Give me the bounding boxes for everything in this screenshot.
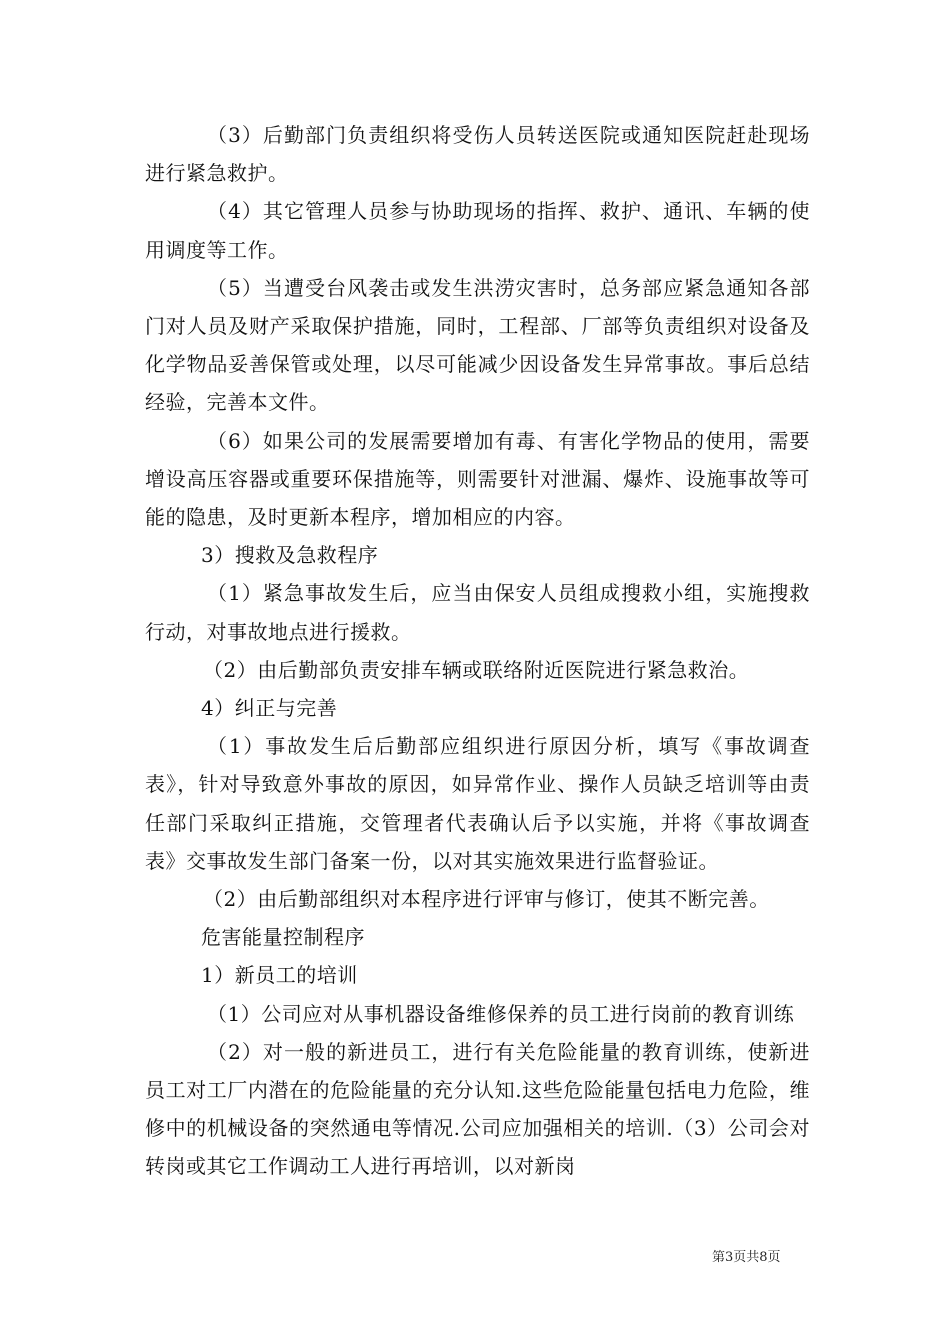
paragraph-4-other-managers: （4）其它管理人员参与协助现场的指挥、救护、通讯、车辆的使用调度等工作。	[145, 199, 810, 262]
paragraph-cause-analysis: （1）事故发生后后勤部应组织进行原因分析，填写《事故调查表》，针对导致意外事故的原因，如异常作业、操作人员缺乏培训等由责任部门采取纠正措施，交管理者代表确认后予以实施，并将《事故调查表》交事故发生部门备案一份，以对其实施效果进行监督验证。	[145, 734, 810, 873]
paragraph-6-program-update: （6）如果公司的发展需要增加有毒、有害化学物品的使用，需要增设高压容器或重要环保措施等，则需要针对泄漏、爆炸、设施事故等可能的隐患，及时更新本程序，增加相应的内容。	[145, 428, 810, 530]
paragraph-review-revision: （2）由后勤部组织对本程序进行评审与修订，使其不断完善。	[203, 887, 770, 912]
section-heading-new-staff-training: 1）新员工的培训	[201, 963, 358, 988]
section-heading-hazard-energy: 危害能量控制程序	[201, 925, 365, 950]
section-heading-correction: 4）纠正与完善	[201, 696, 338, 721]
paragraph-3-hospital-transfer: （3）后勤部门负责组织将受伤人员转送医院或通知医院赶赴现场进行紧急救护。	[145, 123, 810, 186]
paragraph-5-typhoon-flood: （5）当遭受台风袭击或发生洪涝灾害时，总务部应紧急通知各部门对人员及财产采取保护措施，同时，工程部、厂部等负责组织对设备及化学物品妥善保管或处理，以尽可能减少因设备发生异常事故。事后总结经验，完善本文件。	[145, 275, 810, 415]
paragraph-vehicle-arrangement: （2）由后勤部负责安排车辆或联络附近医院进行紧急救治。	[203, 657, 750, 682]
document-body	[145, 116, 810, 1186]
paragraph-maintenance-training: （1）公司应对从事机器设备维修保养的员工进行岗前的教育训练	[207, 1001, 795, 1026]
paragraph-rescue-team: （1）紧急事故发生后，应当由保安人员组成搜救小组，实施搜救行动，对事故地点进行援救。	[145, 581, 810, 644]
section-heading-search-rescue: 3）搜救及急救程序	[201, 543, 379, 568]
paragraph-hazard-awareness: （2）对一般的新进员工，进行有关危险能量的教育训练，使新进员工对工厂内潜在的危险能量的充分认知.这些危险能量包括电力危险，维修中的机械设备的突然通电等情况.公司应加强相关的培训.（3）公司会对转岗或其它工作调动工人进行再培训，以对新岗	[145, 1039, 810, 1179]
page-number-footer: 第3页共8页	[712, 1250, 781, 1265]
